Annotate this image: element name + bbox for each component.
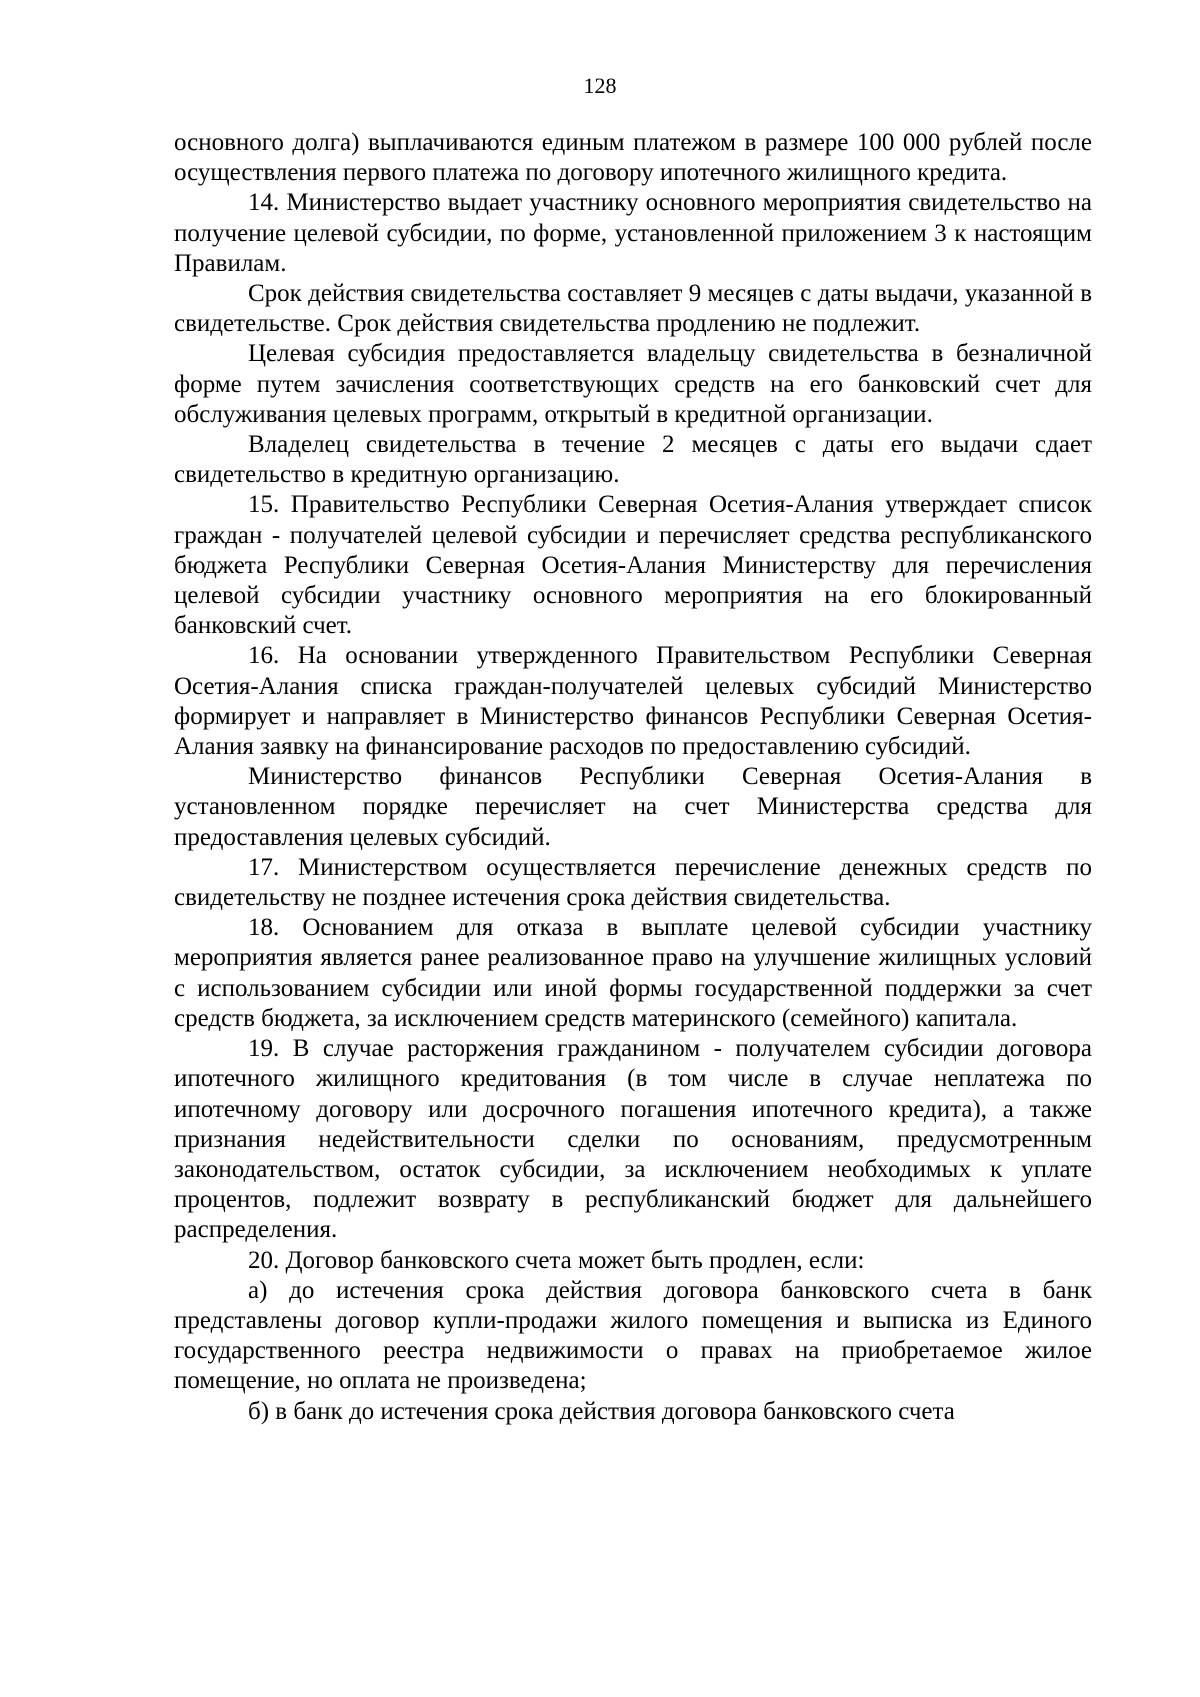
paragraph-subsidy-provision: Целевая субсидия предоставляется владельцу свидетельства в безналичной форме путем зачисления соответствующих средств на его банковский счет для обслуживания целевых программ, открытый в кредитной организации. [174, 340, 1092, 428]
paragraph-item-15: 15. Правительство Республики Северная Осетия-Алания утверждает список граждан - получателей целевой субсидии и перечисляет средства республиканского бюджета Республики Северная Осетия-Алания Министерству для перечисления целевой субсидии участнику основного мероприятия на его блокированный банковский счет. [174, 491, 1092, 640]
document-body [174, 128, 1092, 1427]
paragraph-item-17: 17. Министерством осуществляется перечисление денежных средств по свидетельству не позднее истечения срока действия свидетельства. [174, 853, 1092, 912]
paragraph-continuation: основного долга) выплачиваются единым платежом в размере 100 000 рублей после осуществления первого платежа по договору ипотечного жилищного кредита. [174, 129, 1092, 187]
paragraph-item-20-a: а) до истечения срока действия договора банковского счета в банк представлены договор купли-продажи жилого помещения и выписка из Единого государственного реестра недвижимости о правах на приобретаемое жилое помещение, но оплата не произведена; [174, 1276, 1092, 1395]
paragraph-item-14: 14. Министерство выдает участнику основного мероприятия свидетельство на получение целевой субсидии, по форме, установленной приложением 3 к настоящим Правилам. [174, 189, 1092, 277]
paragraph-finance-ministry-transfer: Министерство финансов Республики Северная Осетия-Алания в установленном порядке перечисляет на счет Министерства средства для предоставления целевых субсидий. [174, 763, 1092, 851]
paragraph-item-18: 18. Основанием для отказа в выплате целевой субсидии участнику мероприятия является ранее реализованное право на улучшение жилищных условий с использованием субсидии или иной формы государственной поддержки за счет средств бюджета, за исключением средств материнского (семейного) капитала. [174, 914, 1092, 1032]
paragraph-certificate-submission: Владелец свидетельства в течение 2 месяцев с даты его выдачи сдает свидетельство в кредитную организацию. [174, 431, 1092, 489]
paragraph-item-20-b: б) в банк до истечения срока действия договора банковского счета [248, 1397, 955, 1425]
paragraph-item-19: 19. В случае расторжения гражданином - получателем субсидии договора ипотечного жилищного кредитования (в том числе в случае неплатежа по ипотечному договору или досрочного погашения ипотечного кредита), а также признания недействительности сделки по основаниям, предусмотренным законодательством, остаток субсидии, за исключением необходимых к уплате процентов, подлежит возврату в республиканский бюджет для дальнейшего распределения. [174, 1035, 1092, 1244]
paragraph-certificate-validity: Срок действия свидетельства составляет 9 месяцев с даты выдачи, указанной в свидетельстве. Срок действия свидетельства продлению не подлежит. [174, 280, 1092, 338]
page-number: 128 [583, 73, 617, 98]
paragraph-item-20: 20. Договор банковского счета может быть продлен, если: [248, 1246, 865, 1274]
paragraph-item-16: 16. На основании утвержденного Правительством Республики Северная Осетия-Алания списка граждан-получателей целевых субсидий Министерство формирует и направляет в Министерство финансов Республики Северная Осетия-Алания заявку на финансирование расходов по предоставлению субсидий. [174, 642, 1092, 761]
